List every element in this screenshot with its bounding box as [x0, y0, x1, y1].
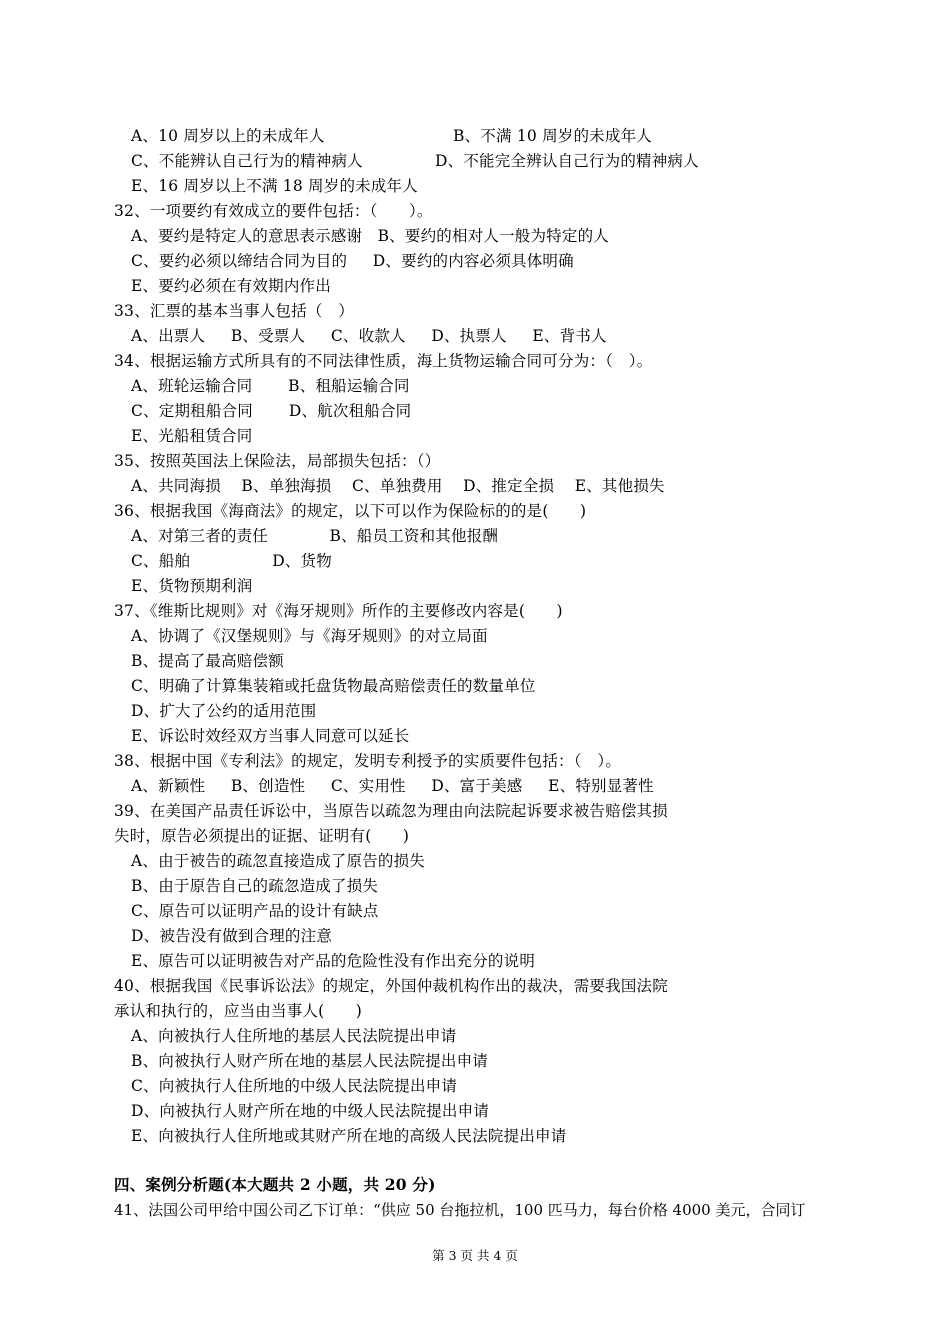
option-b-31: B、不满 10 周岁的未成年人: [453, 127, 652, 145]
question-41: 41、法国公司甲给中国公司乙下订单：“供应 50 台拖拉机，100 匹马力，每台价格 4000 美元，合同订: [114, 1201, 806, 1219]
options-34-cd: C、定期租船合同 D、航次租船合同: [131, 402, 412, 420]
question-37: 37、《维斯比规则》对《海牙规则》所作的主要修改内容是( ): [114, 602, 563, 620]
option-e-39: E、原告可以证明被告对产品的危险性没有作出充分的说明: [131, 952, 536, 970]
option-d-31: D、不能完全辨认自己行为的精神病人: [435, 152, 699, 170]
option-a-39: A、由于被告的疏忽直接造成了原告的损失: [131, 852, 425, 870]
options-38: A、新颖性 B、创造性 C、实用性 D、富于美感 E、特别显著性: [131, 777, 654, 795]
question-40-line1: 40、根据我国《民事诉讼法》的规定，外国仲裁机构作出的裁决，需要我国法院: [114, 977, 668, 995]
option-c-31: C、不能辨认自己行为的精神病人: [131, 152, 363, 170]
option-d-39: D、被告没有做到合理的注意: [131, 927, 333, 945]
option-e-34: E、光船租赁合同: [131, 427, 253, 445]
option-b-37: B、提高了最高赔偿额: [131, 652, 284, 670]
section-heading-4: 四、案例分析题(本大题共 2 小题，共 20 分): [114, 1175, 436, 1194]
option-e-40: E、向被执行人住所地或其财产所在地的高级人民法院提出申请: [131, 1127, 567, 1145]
options-34-ab: A、班轮运输合同 B、租船运输合同: [131, 377, 410, 395]
option-c-37: C、明确了计算集装箱或托盘货物最高赔偿责任的数量单位: [131, 677, 536, 695]
options-32-ab: A、要约是特定人的意思表示感谢 B、要约的相对人一般为特定的人: [131, 227, 609, 245]
option-c-40: C、向被执行人住所地的中级人民法院提出申请: [131, 1077, 458, 1095]
option-d-40: D、向被执行人财产所在地的中级人民法院提出申请: [131, 1102, 490, 1120]
option-e-31: E、16 周岁以上不满 18 周岁的未成年人: [131, 177, 418, 195]
question-35: 35、按照英国法上保险法，局部损失包括：（）: [114, 452, 441, 470]
question-33: 33、汇票的基本当事人包括（ ）: [114, 302, 354, 320]
option-a-31: A、10 周岁以上的未成年人: [131, 127, 325, 145]
options-32-cd: C、要约必须以缔结合同为目的 D、要约的内容必须具体明确: [131, 252, 574, 270]
option-b-39: B、由于原告自己的疏忽造成了损失: [131, 877, 379, 895]
question-38: 38、根据中国《专利法》的规定，发明专利授予的实质要件包括：（ ）。: [114, 752, 622, 770]
option-e-32: E、要约必须在有效期内作出: [131, 277, 331, 295]
question-40-line2: 承认和执行的，应当由当事人( ): [114, 1002, 362, 1020]
question-39-line1: 39、在美国产品责任诉讼中，当原告以疏忽为理由向法院起诉要求被告赔偿其损: [114, 802, 668, 820]
options-35: A、共同海损 B、单独海损 C、单独费用 D、推定全损 E、其他损失: [131, 477, 665, 495]
question-32: 32、一项要约有效成立的要件包括：（ ）。: [114, 202, 433, 220]
option-a-37: A、协调了《汉堡规则》与《海牙规则》的对立局面: [131, 627, 488, 645]
options-36-ab: A、对第三者的责任 B、船员工资和其他报酬: [131, 527, 499, 545]
option-b-40: B、向被执行人财产所在地的基层人民法院提出申请: [131, 1052, 488, 1070]
question-36: 36、根据我国《海商法》的规定，以下可以作为保险标的的是( ): [114, 502, 587, 520]
option-c-39: C、原告可以证明产品的设计有缺点: [131, 902, 379, 920]
question-34: 34、根据运输方式所具有的不同法律性质，海上货物运输合同可分为：（ ）。: [114, 352, 653, 370]
option-e-36: E、货物预期利润: [131, 577, 253, 595]
option-a-40: A、向被执行人住所地的基层人民法院提出申请: [131, 1027, 457, 1045]
options-33: A、出票人 B、受票人 C、收款人 D、执票人 E、背书人: [131, 327, 607, 345]
option-e-37: E、诉讼时效经双方当事人同意可以延长: [131, 727, 410, 745]
option-d-37: D、扩大了公约的适用范围: [131, 702, 317, 720]
options-36-cd: C、船舶 D、货物: [131, 552, 332, 570]
page-footer: 第 3 页 共 4 页: [432, 1248, 518, 1263]
question-39-line2: 失时，原告必须提出的证据、证明有( ): [114, 827, 410, 845]
